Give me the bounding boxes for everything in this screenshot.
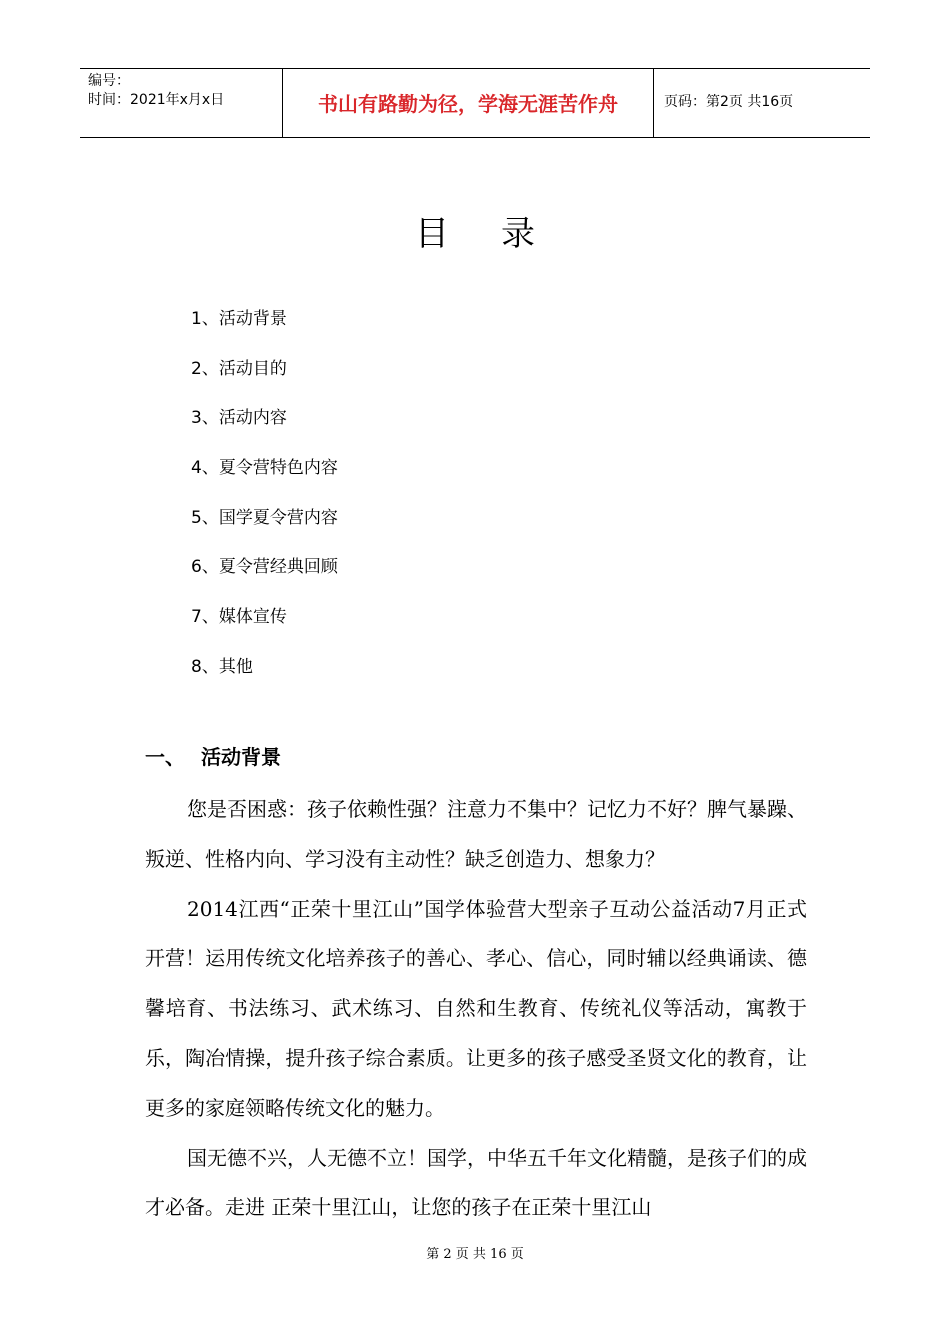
- toc-title: 目录: [415, 214, 587, 254]
- body-paragraph: 2014江西“正荣十里江山”国学体验营大型亲子互动公益活动7月正式开营！运用传统文化培养孩子的善心、孝心、信心，同时辅以经典诵读、德馨培育、书法练习、武术练习、自然和生教育、传统礼仪等活动，寓教于乐，陶冶情操，提升孩子综合素质。让更多的孩子感受圣贤文化的教育，让更多的家庭领略传统文化的魅力。: [145, 896, 807, 1120]
- toc-item: 3、活动内容: [191, 408, 287, 429]
- header-info-cell: [80, 69, 283, 137]
- section-number: 一、: [145, 745, 185, 769]
- motto-text: 书山有路勤为径，学海无涯苦作舟: [318, 92, 618, 116]
- toc-item: 4、夏令营特色内容: [191, 458, 338, 479]
- page-footer: 第 2 页 共 16 页: [426, 1247, 524, 1262]
- section-body: [145, 785, 807, 1233]
- toc-item: 8、其他: [191, 656, 253, 677]
- body-paragraph: 国无德不兴，人无德不立！国学，中华五千年文化精髓，是孩子们的成才必备。走进 正荣十里江山，让您的孩子在正荣十里江山: [145, 1145, 807, 1220]
- number-label: 编号：: [88, 73, 130, 89]
- toc-item: 2、活动目的: [191, 358, 287, 379]
- time-label: 时间：2021年x月x日: [88, 92, 225, 108]
- toc-item: 7、媒体宣传: [191, 607, 287, 628]
- toc-item: 5、国学夏令营内容: [191, 507, 338, 528]
- header-page-cell: [654, 69, 870, 137]
- toc-list: [191, 308, 338, 706]
- section-heading: [145, 744, 281, 770]
- body-paragraph: 您是否困惑：孩子依赖性强？注意力不集中？记忆力不好？脾气暴躁、叛逆、性格内向、学习没有主动性？缺乏创造力、想象力？: [145, 797, 807, 871]
- toc-item: 6、夏令营经典回顾: [191, 557, 338, 578]
- header-motto-cell: [283, 69, 654, 137]
- section-title: 活动背景: [201, 745, 281, 769]
- toc-item: 1、活动背景: [191, 309, 287, 329]
- page-info: 页码：第2页 共16页: [664, 94, 794, 110]
- header-table: [80, 68, 870, 138]
